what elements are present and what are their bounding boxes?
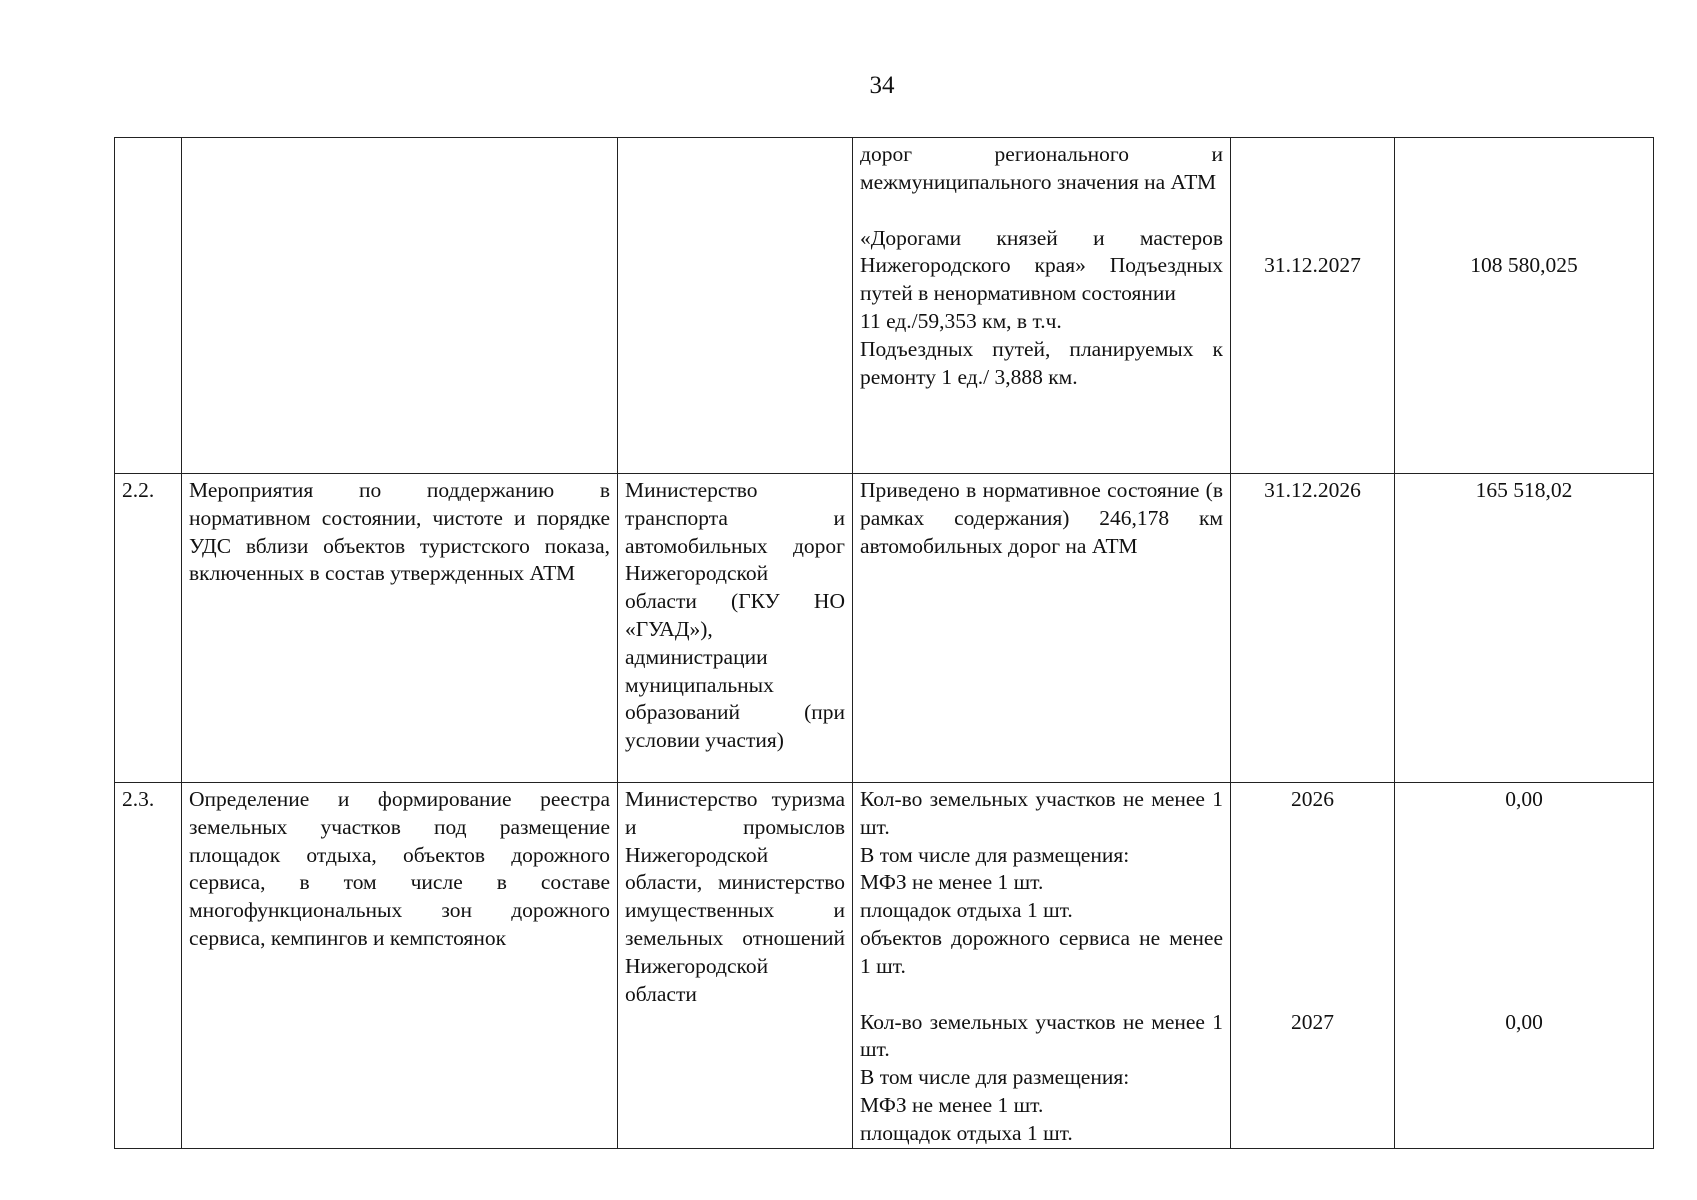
responsible-org: Министерство транспорта и автомобильных дорог Нижегородской области (ГКУ НО «ГУАД»), администрации муниципальных образований (при условии участия) [618,474,853,783]
funding-amount: 165 518,02 [1395,474,1654,783]
responsible-org [618,138,853,474]
result-paragraph: МФЗ не менее 1 шт. [860,1092,1044,1117]
measure-name: Мероприятия по поддержанию в нормативном состоянии, чистоте и порядке УДС вблизи объектов туристского показа, включенных в состав утвержденных АТМ [182,474,618,783]
deadline [1231,138,1395,474]
result-paragraph: Подъездных путей, планируемых к ремонту 1 ед./ 3,888 км. [860,336,1223,389]
result-paragraph: площадок отдыха 1 шт. [860,898,1073,923]
result-paragraph: В том числе для размещения: [860,1065,1130,1090]
deadline [1231,783,1395,1149]
expected-result [853,783,1231,1149]
measures-table [114,137,1654,1149]
funding-value: 0,00 [1505,1009,1543,1034]
row-number: 2.2. [115,474,182,783]
expected-result [853,138,1231,474]
measure-name [182,138,618,474]
deadline-value: 2027 [1291,1009,1334,1034]
responsible-org: Министерство туризма и промыслов Нижегородской области, министерство имущественных и земельных отношений Нижегородской области [618,783,853,1149]
row-number [115,138,182,474]
result-paragraph: площадок отдыха 1 шт. [860,1120,1073,1145]
table-row [115,138,1654,474]
funding-value: 0,00 [1505,787,1543,811]
result-paragraph: объектов дорожного сервиса не менее 1 шт. [860,925,1223,978]
funding-amount [1395,138,1654,474]
deadline-value: 31.12.2027 [1264,253,1361,277]
funding-amount [1395,783,1654,1149]
row-number: 2.3. [115,783,182,1149]
deadline: 31.12.2026 [1231,474,1395,783]
deadline-value: 2026 [1291,787,1334,811]
result-paragraph: МФЗ не менее 1 шт. [860,870,1044,895]
result-paragraph: Кол-во земельных участков не менее 1 шт. [860,787,1223,839]
table-row [115,783,1654,1149]
result-paragraph: В том числе для размещения: [860,842,1130,867]
table-row [115,474,1654,783]
result-paragraph: дорог регионального и межмуниципального значения на АТМ [860,142,1223,194]
result-paragraph: «Дорогами князей и мастеров Нижегородского края» Подъездных путей в ненормативном состоянии [860,225,1223,306]
expected-result: Приведено в нормативное состояние (в рамках содержания) 246,178 км автомобильных дорог на АТМ [853,474,1231,783]
result-paragraph: 11 ед./59,353 км, в т.ч. [860,308,1062,333]
result-paragraph: Кол-во земельных участков не менее 1 шт. [860,1009,1223,1062]
page-number: 34 [869,72,895,99]
funding-value: 108 580,025 [1470,253,1578,277]
measure-name: Определение и формирование реестра земельных участков под размещение площадок отдыха, объектов дорожного сервиса, в том числе в составе многофункциональных зон дорожного сервиса, кемпингов и кемпстоянок [182,783,618,1149]
